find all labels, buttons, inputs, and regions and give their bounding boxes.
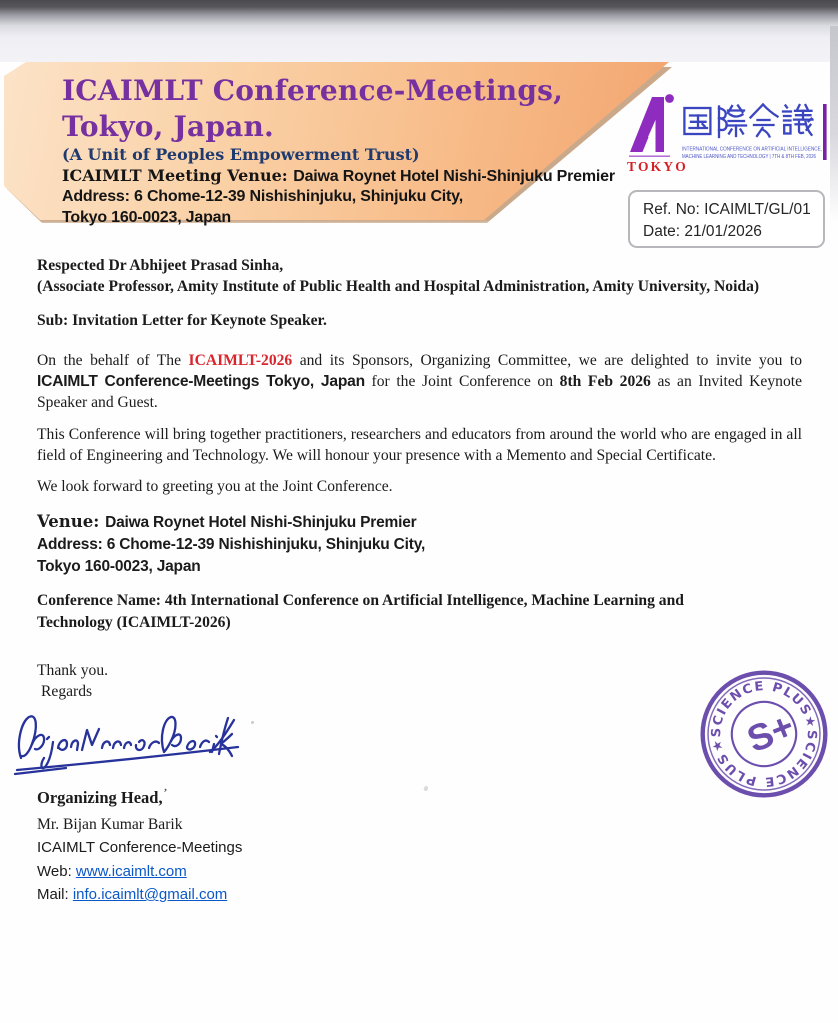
recipient-affiliation: (Associate Professor, Amity Institute of Public Health and Hospital Administration, Amity University, Noida) <box>37 278 760 295</box>
smudge-mark <box>423 785 429 791</box>
paragraph-closing: We look forward to greeting you at the Joint Conference. <box>37 478 393 495</box>
conference-full-name <box>37 590 802 634</box>
kanji-gi-icon <box>783 105 813 135</box>
logo-vertical-bar <box>823 104 827 160</box>
org-title-line1: ICAIMLT Conference-Meetings, <box>62 74 564 107</box>
banner-city-line: Tokyo 160-0023, Japan <box>62 209 231 226</box>
paragraph-invitation <box>37 350 802 413</box>
org-unit-line: (A Unit of Peoples Empowerment Trust) <box>62 145 420 164</box>
recipient-name: Respected Dr Abhijeet Prasad Sinha, <box>37 257 284 274</box>
paragraph-description: This Conference will bring together practitioners, researchers and educators from around the world who are engaged in all field of Engineering and Technology. We will honour your presence with a Memento and Special Certificate. <box>37 426 802 464</box>
p1-text-b: and its Sponsors, Organizing Committee, we are delighted to invite you to <box>292 352 802 369</box>
kanji-sai-icon <box>719 106 746 138</box>
conference-date: 8th Feb 2026 <box>559 373 651 390</box>
conference-code: ICAIMLT-2026 <box>188 352 293 369</box>
smudge-dot <box>251 721 254 724</box>
banner-address-line: Address: 6 Chome-12-39 Nishishinjuku, Shinjuku City, <box>62 188 463 205</box>
web-line <box>37 860 242 884</box>
venue-value: Daiwa Roynet Hotel Nishi-Shinjuku Premier <box>105 514 417 531</box>
mail-line <box>37 883 242 907</box>
conference-logo <box>626 92 832 178</box>
logo-tagline-line2: MACHINE LEARNING AND TECHNOLOGY | 7TH & 8TH FEB, 2026 <box>682 154 816 160</box>
regards-line: Regards <box>41 683 93 700</box>
banner-venue-value: Daiwa Roynet Hotel Nishi-Shinjuku Premier <box>293 168 615 185</box>
photo-top-edge <box>0 0 838 62</box>
venue-address: Address: 6 Chome-12-39 Nishishinjuku, Shinjuku City, <box>37 536 426 553</box>
recipient-block <box>37 255 802 297</box>
conference-name-line1: Conference Name: 4th International Conference on Artificial Intelligence, Machine Learning and <box>37 592 684 609</box>
reference-box <box>628 190 825 248</box>
web-label: Web: <box>37 862 76 880</box>
ref-number: Ref. No: ICAIMLT/GL/01 <box>643 201 811 218</box>
signatory-block <box>37 786 242 907</box>
org-title-line2: Tokyo, Japan. <box>62 110 274 143</box>
header-banner-text <box>0 62 720 228</box>
conference-logo-graphic <box>626 92 832 178</box>
p1-text-c: for the Joint Conference on <box>364 373 560 390</box>
stray-pen-mark: ’ <box>161 786 168 800</box>
website-link[interactable]: www.icaimlt.com <box>75 862 187 880</box>
venue-block <box>37 511 802 578</box>
banner-venue-line <box>62 166 615 186</box>
logo-tokyo-text: TOKYO <box>627 159 689 174</box>
venue-city: Tokyo 160-0023, Japan <box>37 558 201 575</box>
mail-label: Mail: <box>37 886 73 903</box>
email-link[interactable]: info.icaimlt@gmail.com <box>72 886 228 903</box>
thank-you-line: Thank you. <box>37 662 109 679</box>
kanji-kai-icon <box>751 105 778 137</box>
signature-graphic <box>12 706 257 796</box>
org-title <box>62 73 563 145</box>
stamp-center-text: S+ <box>741 704 800 761</box>
signature <box>12 706 257 796</box>
banner-venue-label: ICAIMLT Meeting Venue: <box>62 166 294 185</box>
org-head-line <box>37 786 242 813</box>
letter-body <box>37 255 802 702</box>
conference-meeting-name: ICAIMLT Conference-Meetings Tokyo, Japan <box>37 373 365 390</box>
logo-microtext-line <box>629 156 670 157</box>
p1-text-d: as an Invited Keynote Speaker and Guest. <box>37 373 802 411</box>
logo-tagline-line1: INTERNATIONAL CONFERENCE ON ARTIFICIAL INTELLIGENCE, <box>682 146 823 153</box>
stamp-ring-text: ★SCIENCE PLUS★SCIENCE PLUS <box>708 677 820 790</box>
signatory-name: Mr. Bijan Kumar Barik <box>37 815 183 833</box>
conference-name-line2: Technology (ICAIMLT-2026) <box>37 614 231 631</box>
ref-date: Date: 21/01/2026 <box>643 222 762 240</box>
signatory-org: ICAIMLT Conference-Meetings <box>37 839 243 856</box>
kanji-kuni-icon <box>684 108 710 134</box>
stamp-graphic <box>691 659 837 809</box>
p1-text-a: On the behalf of The <box>37 352 189 369</box>
org-head-text: Organizing Head, <box>37 788 163 807</box>
science-plus-stamp <box>691 659 837 809</box>
venue-label: Venue: <box>37 512 106 531</box>
ai-tokyo-mark-icon <box>627 94 688 174</box>
subject-line: Sub: Invitation Letter for Keynote Speaker. <box>37 312 327 329</box>
